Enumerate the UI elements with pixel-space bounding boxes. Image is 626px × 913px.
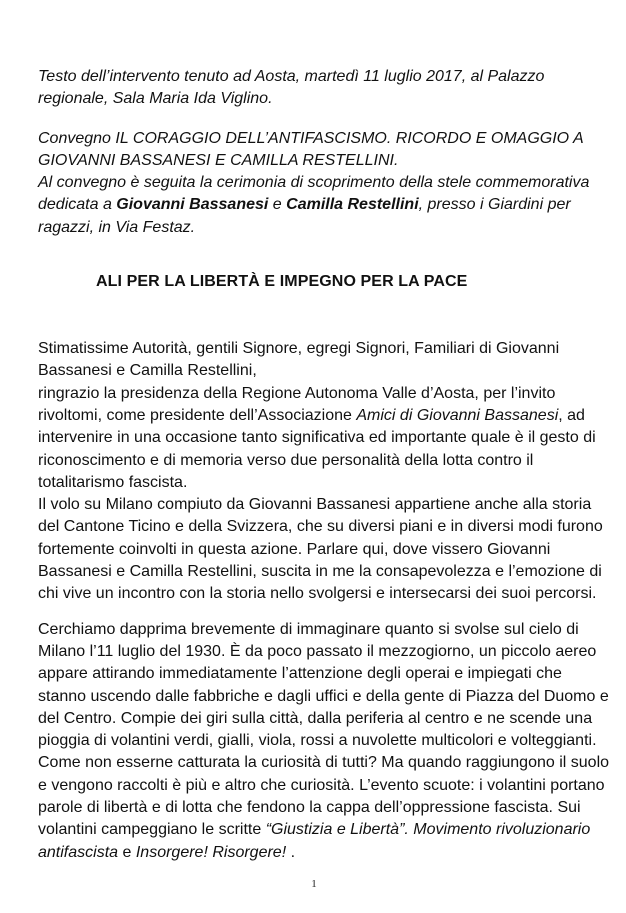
thanks-text-pre: ringrazio la presidenza della Regione Autonoma Valle d’Aosta, per l’invito rivoltomi, come presidente dell’Associazione bbox=[38, 384, 556, 424]
honoree-name-2: Camilla Restellini bbox=[286, 196, 419, 214]
paragraph-intro bbox=[38, 338, 610, 606]
leaflet-quote-2: Insorgere! Risorgere! bbox=[135, 843, 287, 861]
speech-body bbox=[38, 338, 610, 864]
honoree-name-1: Giovanni Bassanesi bbox=[116, 196, 269, 214]
thanks-text bbox=[38, 383, 610, 494]
speech-title: ALI PER LA LIBERTÀ E IMPEGNO PER LA PACE bbox=[96, 273, 468, 291]
ceremony-text-post: , presso i Giardini per ragazzi, in Via Festaz. bbox=[38, 196, 571, 236]
page-number: 1 bbox=[311, 878, 317, 890]
paragraph-flight-description bbox=[38, 619, 610, 864]
document-page bbox=[38, 66, 610, 877]
convegno-line: Convegno IL CORAGGIO DELL’ANTIFASCISMO. RICORDO E OMAGGIO A GIOVANNI BASSANESI E CAMILLA RESTELLINI. bbox=[38, 129, 584, 169]
greeting-text: Stimatissime Autorità, gentili Signore, egregi Signori, Familiari di Giovanni Bassanesi e Camilla Restellini, bbox=[38, 340, 560, 380]
leaflet-join: e bbox=[118, 843, 136, 861]
flight-description-text: Cerchiamo dapprima brevemente di immaginare quanto si svolse sul cielo di Milano l’11 luglio del 1930. È da poco passato il mezzogiorno, un piccolo aereo appare attirando immediatamente l’attenzione degli operai e impiegati che stanno uscendo dalle fabbriche e dagli uffici e della gente di Piazza del Duomo e del Centro. Compie dei giri sulla città, dalla periferia al centro e ne scende una pioggia di volantini verdi, gialli, viola, rossi a nuvolette multicolori e volteggianti. Come non esserne catturata la curiosità di tutti? Ma quando raggiungono il suolo e vengono raccolti è più e altro che curiosità. L’evento scuote: i volantini portano parole di libertà e di lotta che fendono la cappa dell’oppressione fascista. Sui volantini campeggiano le scritte bbox=[38, 620, 610, 839]
event-line: Testo dell’intervento tenuto ad Aosta, martedì 11 luglio 2017, al Palazzo regionale, Sala Maria Ida Viglino. bbox=[38, 68, 545, 108]
ceremony-line bbox=[38, 172, 610, 239]
ceremony-text-and: e bbox=[268, 196, 287, 214]
intro-block bbox=[38, 66, 610, 239]
association-name: Amici di Giovanni Bassanesi bbox=[356, 406, 559, 424]
leaflet-end: . bbox=[286, 843, 296, 861]
flight-text: Il volo su Milano compiuto da Giovanni Bassanesi appartiene anche alla storia del Cantone Ticino e della Svizzera, che su diversi piani e in diversi modi furono fortemente coinvolti in questa azione. Parlare qui, dove vissero Giovanni Bassanesi e Camilla Restellini, suscita in me la consapevolezza e l’emozione di chi vive un incontro con la storia nello svolgersi e intersecarsi dei suoi percorsi. bbox=[38, 496, 603, 603]
leaflet-quote-1: “Giustizia e Libertà”. Movimento rivoluzionario antifascista bbox=[38, 821, 591, 861]
thanks-text-post: , ad intervenire in una occasione tanto significativa ed importante quale è il gesto di riconoscimento e di memoria verso due personalità della lotta contro il totalitarismo fascista. bbox=[38, 406, 596, 491]
ceremony-text-pre: Al convegno è seguita la cerimonia di scoprimento della stele commemorativa dedicata a bbox=[38, 174, 590, 214]
